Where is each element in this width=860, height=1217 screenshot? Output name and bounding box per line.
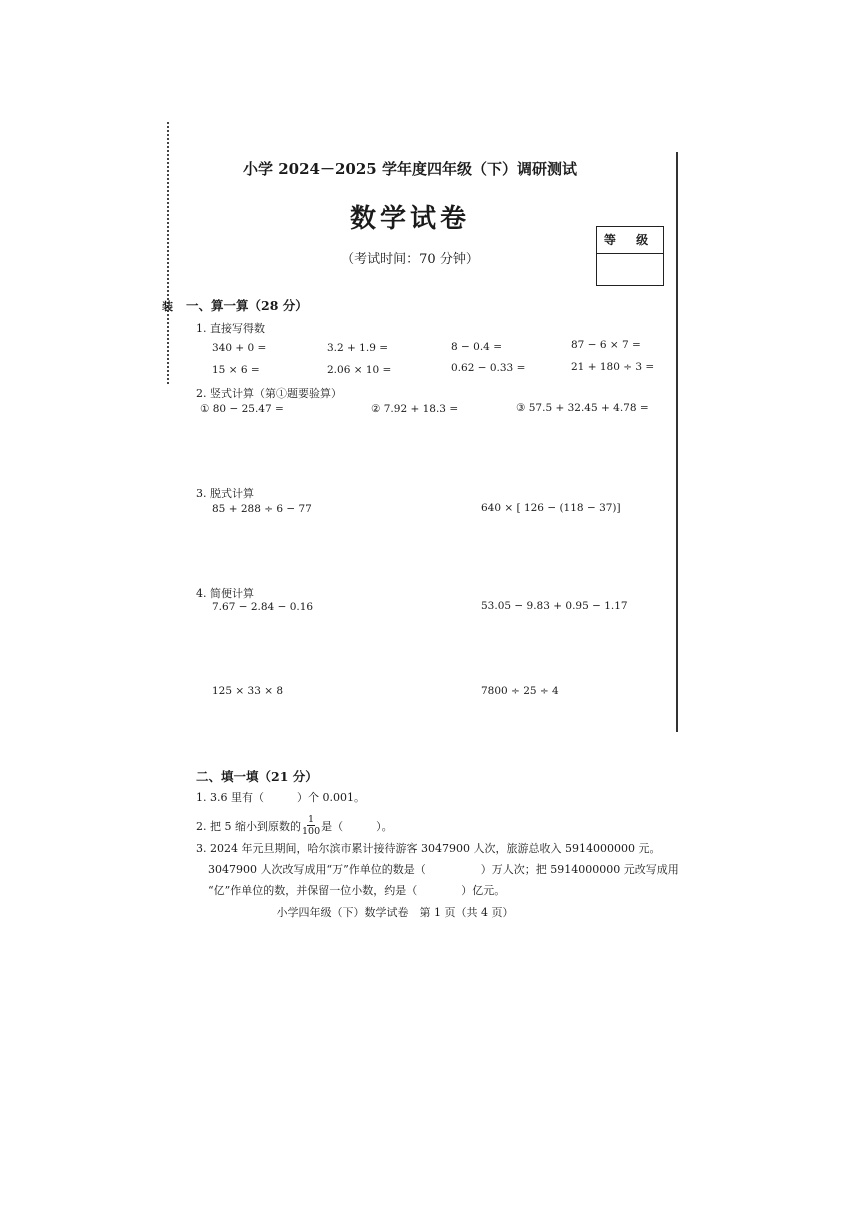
exam-header: 小学 2024－2025 学年度四年级（下）调研测试 — [243, 160, 577, 178]
q1-item: 0.62 − 0.33 = — [451, 362, 526, 374]
section2-heading: 二、填一填（21 分） — [196, 769, 318, 784]
q2-item: ① 80 − 25.47 = — [200, 403, 284, 415]
q3-item: 85 + 288 ÷ 6 − 77 — [212, 503, 312, 515]
fill-q3-line3: “亿”作单位的数，并保留一位小数，约是（ ）亿元。 — [208, 884, 506, 897]
q1-item: 87 − 6 × 7 = — [571, 339, 641, 351]
grade-box — [596, 226, 664, 286]
q1-item: 15 × 6 = — [212, 364, 260, 376]
grade-label: 等 级 — [597, 227, 663, 254]
q2-item: ③ 57.5 + 32.45 + 4.78 = — [516, 402, 649, 414]
q1-item: 340 + 0 = — [212, 342, 267, 354]
section1-heading: 一、算一算（28 分） — [186, 298, 308, 313]
exam-time: （考试时间：70 分钟） — [341, 252, 479, 267]
q4-item: 7800 ÷ 25 ÷ 4 — [481, 685, 559, 697]
q3-item: 640 × [ 126 − (118 − 37)] — [481, 502, 621, 514]
fill-q3-line2: 3047900 人次改写成用“万”作单位的数是（ ）万人次；把 5914000000 元改写成用 — [208, 863, 679, 876]
fill-q1: 1. 3.6 里有（ ）个 0.001。 — [196, 791, 365, 804]
q3-label: 3. 脱式计算 — [196, 487, 254, 500]
q4-label: 4. 简便计算 — [196, 587, 254, 600]
q4-item: 53.05 − 9.83 + 0.95 − 1.17 — [481, 600, 628, 612]
fill-q2 — [196, 814, 393, 837]
fill-q2-after: 是（ ）。 — [321, 819, 393, 833]
fraction — [302, 814, 320, 837]
exam-title: 数学试卷 — [349, 204, 470, 234]
q1-item: 3.2 + 1.9 = — [327, 342, 389, 354]
q1-item: 21 + 180 ÷ 3 = — [571, 361, 655, 373]
q1-item: 8 − 0.4 = — [451, 341, 502, 353]
binding-mark: 装 — [162, 300, 173, 313]
q2-item: ② 7.92 + 18.3 = — [371, 403, 459, 415]
fill-q2-before: 2. 把 5 缩小到原数的 — [196, 819, 301, 833]
q4-item: 125 × 33 × 8 — [212, 685, 284, 697]
margin-rule — [676, 152, 678, 732]
fill-q3-line1: 3. 2024 年元旦期间，哈尔滨市累计接待游客 3047900 人次，旅游总收入 5914000000 元。 — [196, 842, 661, 855]
q1-item: 2.06 × 10 = — [327, 364, 392, 376]
q4-item: 7.67 − 2.84 − 0.16 — [212, 601, 314, 613]
fraction-numerator: 1 — [308, 814, 315, 825]
fraction-denominator: 100 — [301, 826, 321, 837]
q2-label: 2. 竖式计算（第①题要验算） — [196, 387, 342, 400]
q1-label: 1. 直接写得数 — [196, 322, 265, 335]
page-footer: 小学四年级（下）数学试卷 第 1 页（共 4 页） — [276, 906, 514, 919]
